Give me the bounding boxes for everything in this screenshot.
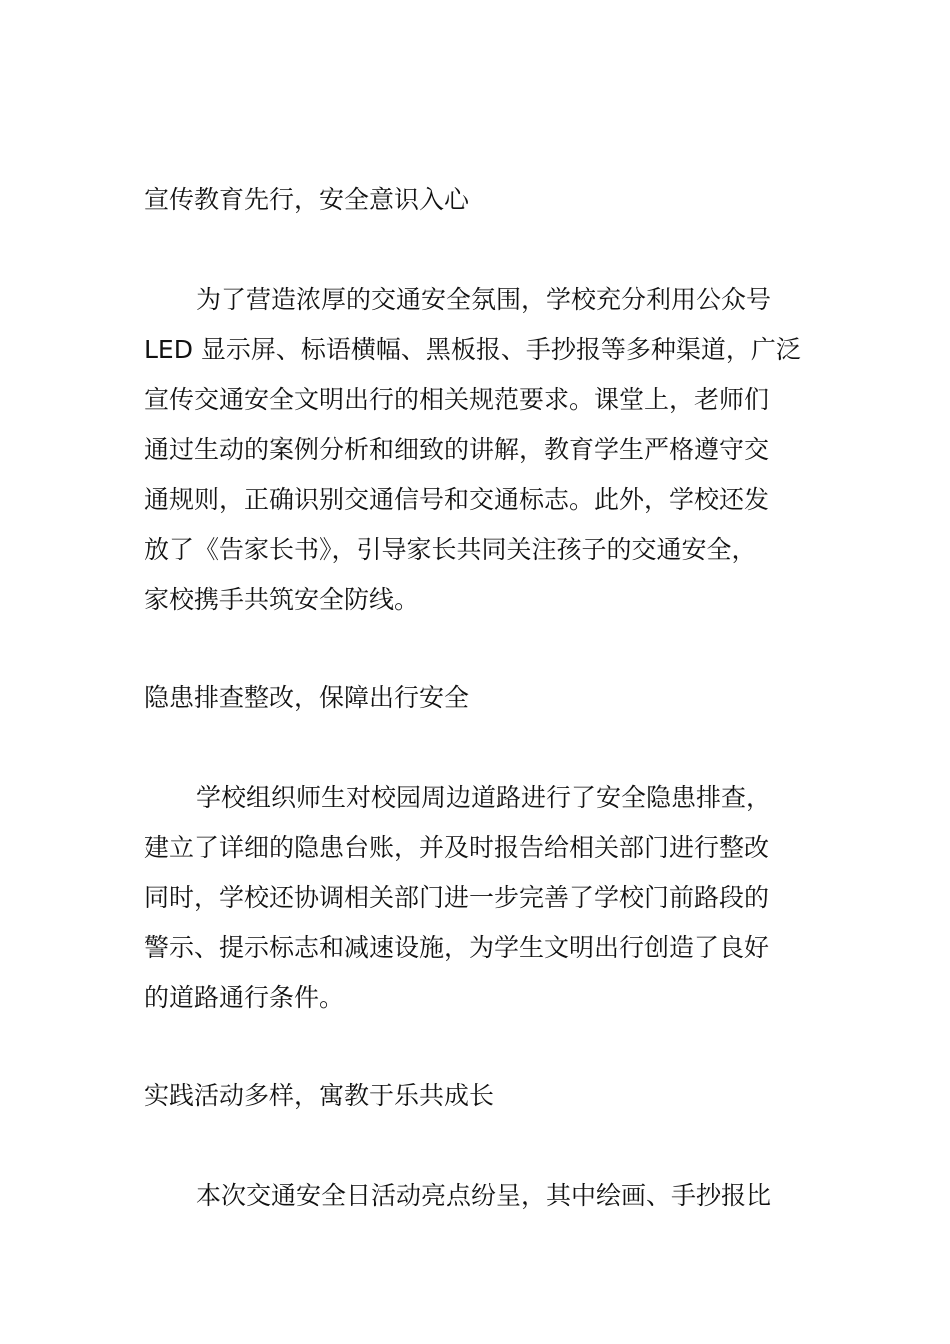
paragraph-hazard	[144, 773, 808, 1023]
paragraph-line: 家校携手共筑安全防线。	[144, 585, 420, 614]
section-heading-activities: 实践活动多样，寓教于乐共成长	[144, 1081, 495, 1110]
paragraph-line: 建立了详细的隐患台账，并及时报告给相关部门进行整改	[144, 833, 770, 862]
paragraph-line: 为了营造浓厚的交通安全氛围，学校充分利用公众号	[196, 285, 772, 314]
paragraph-publicity	[144, 275, 808, 625]
paragraph-line: 宣传交通安全文明出行的相关规范要求。课堂上，老师们	[144, 385, 770, 414]
paragraph-line: 本次交通安全日活动亮点纷呈，其中绘画、手抄报比	[196, 1181, 772, 1210]
paragraph-line: 放了《告家长书》，引导家长共同关注孩子的交通安全，	[144, 535, 757, 564]
paragraph-line: LED 显示屏、标语横幅、黑板报、手抄报等多种渠道，广泛	[144, 335, 801, 364]
paragraph-line: 学校组织师生对校园周边道路进行了安全隐患排查，	[196, 783, 772, 812]
paragraph-line: 的道路通行条件。	[144, 983, 345, 1012]
paragraph-line: 通过生动的案例分析和细致的讲解，教育学生严格遵守交	[144, 435, 770, 464]
section-heading-hazard: 隐患排查整改，保障出行安全	[144, 683, 470, 712]
paragraph-line: 同时，学校还协调相关部门进一步完善了学校门前路段的	[144, 883, 770, 912]
paragraph-line: 通规则，正确识别交通信号和交通标志。此外，学校还发	[144, 485, 770, 514]
paragraph-activities	[144, 1171, 808, 1221]
section-heading-publicity: 宣传教育先行，安全意识入心	[144, 185, 470, 214]
paragraph-line: 警示、提示标志和减速设施，为学生文明出行创造了良好	[144, 933, 770, 962]
